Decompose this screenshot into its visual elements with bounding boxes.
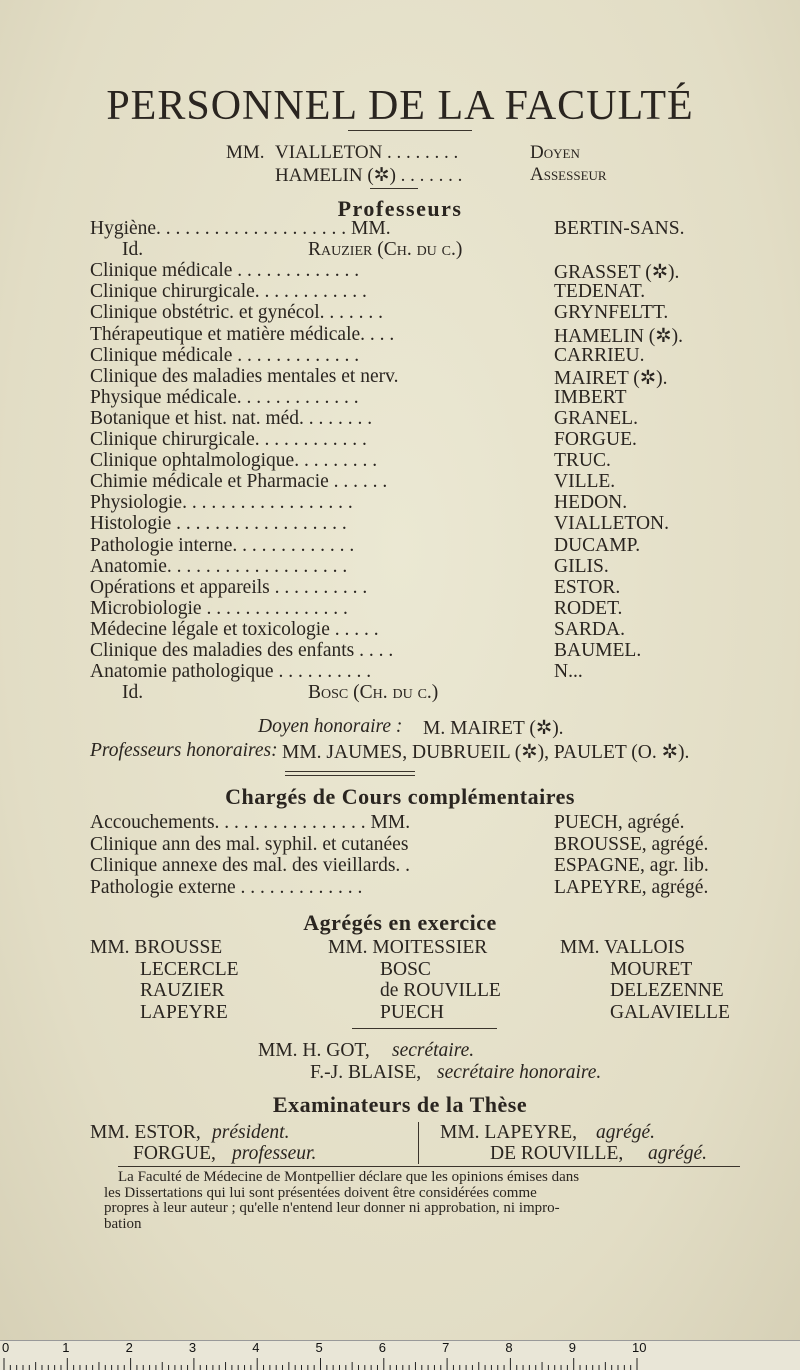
prof-row-label: Physique médicale. . . . . . . . . . . . . <box>90 386 359 408</box>
prof-row-label: Id. <box>122 682 144 704</box>
prof-row-label: Pathologie interne. . . . . . . . . . . . . <box>90 534 355 556</box>
scale-ruler <box>0 1340 800 1370</box>
prof-row-label: Anatomie pathologique . . . . . . . . . . <box>90 661 372 683</box>
prof-row-label: Opérations et appareils . . . . . . . . . . <box>90 576 368 598</box>
prof-row-label: Clinique chirurgicale. . . . . . . . . . . . <box>90 281 367 303</box>
prof-row-name: TEDENAT. <box>554 281 646 303</box>
charge-row-label: Accouchements. . . . . . . . . . . . . . . . MM. <box>90 812 411 833</box>
dean-name: VIALLETON . . . . . . . . <box>275 142 459 163</box>
prof-row-label: Botanique et hist. nat. méd. . . . . . . . <box>90 407 373 429</box>
double-rule-top <box>285 771 415 772</box>
charge-row-label: Clinique ann des mal. syphil. et cutanées <box>90 833 409 855</box>
prof-row-label: Anatomie. . . . . . . . . . . . . . . . . . . <box>90 555 348 577</box>
prof-row-label: Clinique chirurgicale. . . . . . . . . . . . <box>90 429 367 450</box>
ruler-number: 3 <box>188 1340 197 1355</box>
prof-row-name: GRANEL. <box>554 407 638 429</box>
assessor-name: HAMELIN (✲) . . . . . . . <box>275 165 463 186</box>
ruler-number: 8 <box>505 1340 513 1355</box>
ruler-number: 10 <box>632 1340 647 1355</box>
prof-row-label: Clinique obstétric. et gynécol. . . . . . . <box>90 302 383 324</box>
agrege-name: BOSC <box>380 958 431 980</box>
prof-honoraires-names: MM. JAUMES, DUBRUEIL (✲), PAULET (O. ✲). <box>282 742 690 763</box>
examinateur-agrege-1-role: agrégé. <box>596 1122 656 1143</box>
examinateurs-divider <box>418 1122 419 1164</box>
prof-row-label: Id. <box>122 239 144 261</box>
prof-row-name: VILLE. <box>554 471 616 493</box>
ruler-number: 6 <box>378 1340 387 1355</box>
agrege-name: MM. VALLOIS <box>560 937 685 958</box>
prof-row-label: Histologie . . . . . . . . . . . . . . . . . . <box>90 513 347 535</box>
examinateur-agrege-1: MM. LAPEYRE, <box>440 1122 578 1143</box>
prof-row-label: Clinique des maladies mentales et nerv. <box>90 365 399 387</box>
prof-row-name: MAIRET (✲). <box>554 367 668 389</box>
prof-row-chef: Rauzier (Ch. du c.) <box>308 239 463 261</box>
assessor-role: Assesseur <box>530 164 607 185</box>
secretaire-role: secrétaire. <box>392 1040 475 1061</box>
agrege-name: MOURET <box>610 958 693 980</box>
ruler-number: 4 <box>252 1340 260 1355</box>
prof-row-label: Clinique des maladies des enfants . . . . <box>90 640 394 661</box>
ruler-number: 0 <box>2 1340 10 1355</box>
prof-row-chef: Bosc (Ch. du c.) <box>308 682 439 704</box>
prof-row-name: VIALLETON. <box>554 513 669 535</box>
doyen-honoraire-name: M. MAIRET (✲). <box>423 718 564 739</box>
ruler-number: 7 <box>442 1340 450 1355</box>
agreges-rule <box>352 1028 497 1029</box>
prof-row-label: Clinique médicale . . . . . . . . . . . . . <box>90 344 360 366</box>
charge-row-name: BROUSSE, agrégé. <box>554 833 709 855</box>
prof-row-name: IMBERT <box>554 386 627 408</box>
examinateurs-heading: Examinateurs de la Thèse <box>272 1092 528 1117</box>
disclaimer-line: bation <box>104 1215 142 1232</box>
disclaimer-line: propres à leur auteur ; qu'elle n'entend leur donner ni approbation, ni impro- <box>104 1200 560 1216</box>
ruler-number: 9 <box>568 1340 576 1355</box>
examinateur-president: MM. ESTOR, <box>90 1122 201 1143</box>
prof-row-name: GILIS. <box>554 555 609 577</box>
prof-row-name: FORGUE. <box>554 429 637 450</box>
examinateur-president-role: président. <box>212 1122 290 1143</box>
agrege-name: RAUZIER <box>140 980 225 1001</box>
secretaire-honoraire-name: F.-J. BLAISE, <box>310 1062 422 1083</box>
charge-row-label: Pathologie externe . . . . . . . . . . . . . <box>90 876 363 898</box>
agrege-name: de ROUVILLE <box>380 980 501 1001</box>
ruler-number: 1 <box>62 1340 70 1355</box>
examinateur-agrege-2-role: agrégé. <box>648 1143 708 1164</box>
charge-row-name: PUECH, agrégé. <box>554 812 685 833</box>
charge-row-name: ESPAGNE, agr. lib. <box>554 855 709 876</box>
secretaire-honoraire-role: secrétaire honoraire. <box>437 1062 602 1083</box>
double-rule-bottom <box>285 775 415 776</box>
charge-row-label: Clinique annexe des mal. des vieillards. . <box>90 855 411 876</box>
prof-row-name: SARDA. <box>554 618 625 640</box>
prof-row-name: GRYNFELTT. <box>554 302 669 324</box>
prof-row-label: Hygiène. . . . . . . . . . . . . . . . . . . . MM. <box>90 218 391 239</box>
prof-row-label: Chimie médicale et Pharmacie . . . . . . <box>90 471 388 493</box>
ruler-number: 5 <box>315 1340 323 1355</box>
header-rule <box>370 188 418 189</box>
disclaimer-line: les Dissertations qui lui sont présentées doivent être considérées comme <box>104 1184 537 1201</box>
examinateur-agrege-2: DE ROUVILLE, <box>490 1143 624 1164</box>
prof-honoraires-label: Professeurs honoraires: <box>90 740 278 761</box>
prof-row-name: N... <box>554 661 583 683</box>
ruler-ticks <box>0 1341 800 1370</box>
agrege-name: DELEZENNE <box>610 980 724 1001</box>
prof-row-name: CARRIEU. <box>554 344 645 366</box>
agreges-heading: Agrégés en exercice <box>303 910 497 935</box>
prof-row-name: HEDON. <box>554 492 628 514</box>
prof-row-label: Clinique médicale . . . . . . . . . . . . . <box>90 260 360 282</box>
prof-row-name: HAMELIN (✲). <box>554 325 683 347</box>
prof-row-name: RODET. <box>554 597 623 619</box>
prof-row-label: Clinique ophtalmologique. . . . . . . . . <box>90 450 378 472</box>
examinateur-professeur: FORGUE, <box>133 1143 216 1164</box>
header-mm: MM. <box>226 142 265 163</box>
ruler-number: 2 <box>125 1340 133 1355</box>
prof-row-name: TRUC. <box>554 450 611 472</box>
prof-row-name: BAUMEL. <box>554 640 642 661</box>
secretaire-name: MM. H. GOT, <box>258 1040 370 1061</box>
prof-row-name: ESTOR. <box>554 576 621 598</box>
examinateur-professeur-role: professeur. <box>232 1143 317 1164</box>
prof-row-label: Physiologie. . . . . . . . . . . . . . . . . . <box>90 492 353 514</box>
agrege-name: MM. BROUSSE <box>90 937 223 958</box>
prof-row-label: Médecine légale et toxicologie . . . . . <box>90 618 379 640</box>
prof-row-label: Thérapeutique et matière médicale. . . . <box>90 323 395 345</box>
agrege-name: MM. MOITESSIER <box>328 937 488 958</box>
disclaimer-rule <box>118 1166 740 1167</box>
doyen-honoraire-label: Doyen honoraire : <box>258 716 403 737</box>
agrege-name: PUECH <box>380 1001 444 1023</box>
prof-row-name: DUCAMP. <box>554 534 641 556</box>
prof-row-label: Microbiologie . . . . . . . . . . . . . . . <box>90 597 348 619</box>
dean-role: Doyen <box>530 142 580 163</box>
agrege-name: LECERCLE <box>140 958 239 980</box>
agrege-name: GALAVIELLE <box>610 1001 730 1023</box>
title-rule <box>348 130 472 131</box>
professeurs-heading: Professeurs <box>337 196 463 221</box>
prof-row-name: BERTIN-SANS. <box>554 218 685 239</box>
page-title: PERSONNEL DE LA FACULTÉ <box>106 83 694 129</box>
charges-heading: Chargés de Cours complémentaires <box>225 784 575 809</box>
prof-row-name: GRASSET (✲). <box>554 262 680 284</box>
disclaimer-line: La Faculté de Médecine de Montpellier déclare que les opinions émises dans <box>118 1169 580 1185</box>
charge-row-name: LAPEYRE, agrégé. <box>554 876 709 898</box>
agrege-name: LAPEYRE <box>140 1001 228 1023</box>
